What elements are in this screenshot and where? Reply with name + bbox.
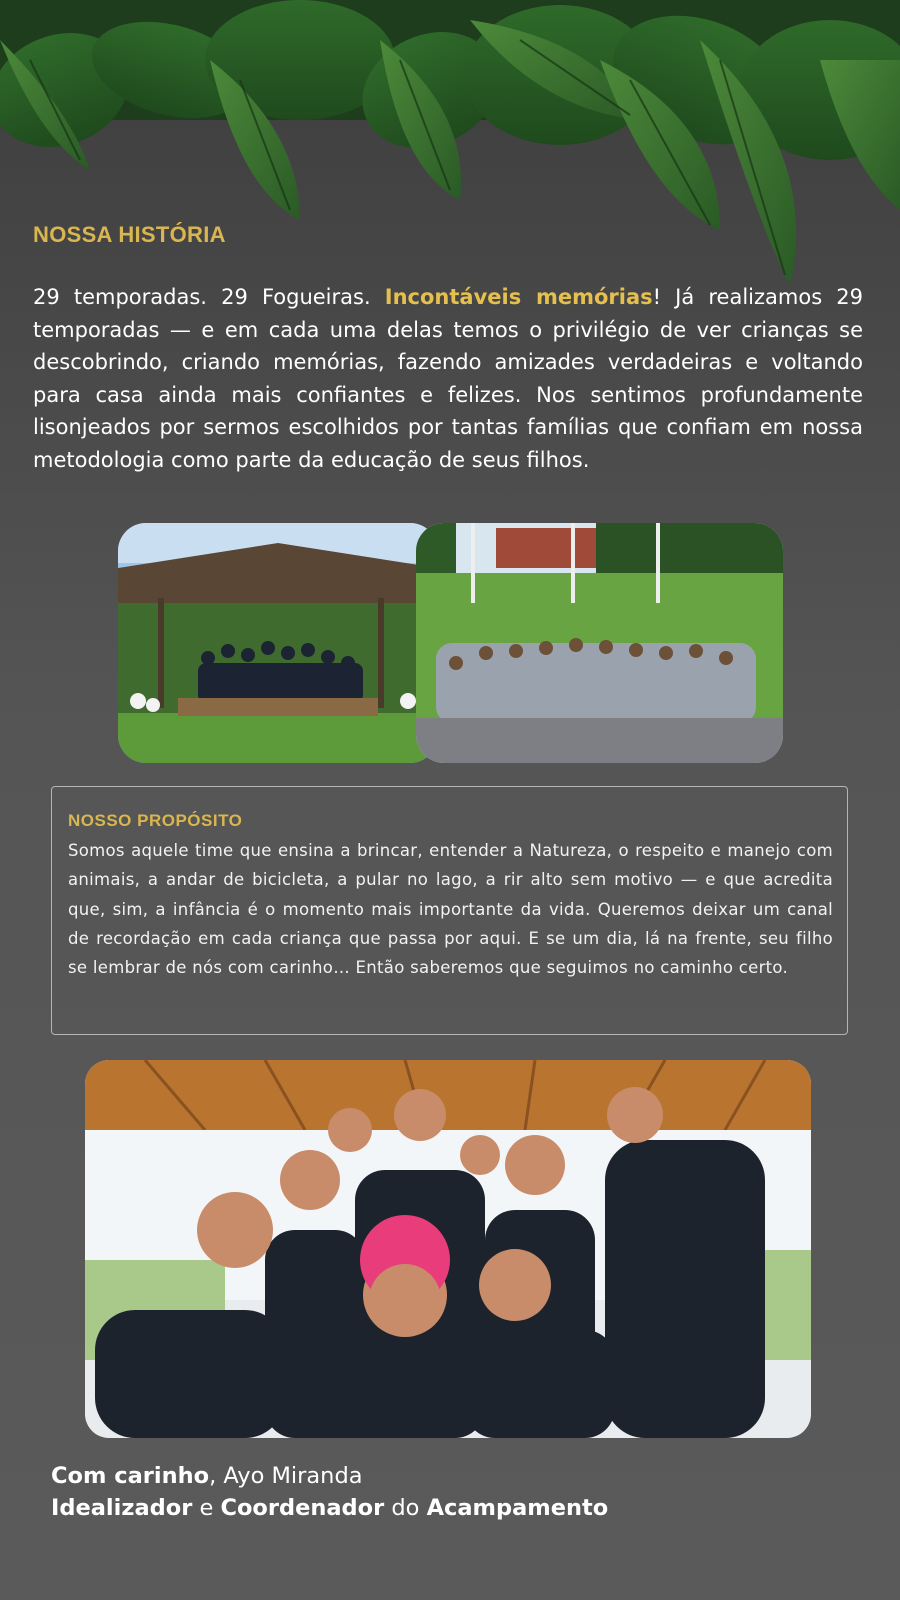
signature-line-2 <box>51 1492 608 1524</box>
signature-role-2: Coordenador <box>220 1495 385 1521</box>
group-photo-lawn <box>416 523 783 763</box>
purpose-text: Somos aquele time que ensina a brincar, entender a Natureza, o respeito e manejo com animais, a andar de bicicleta, a pular no lago, a rir alto sem motivo — e que acredita que, sim, a infância é o momento mais importante da vida. Queremos deixar um canal de recordação em cada criança que passa por aqui. E se um dia, lá na frente, seu filho se lembrar de nós com carinho… Então saberemos que seguimos no caminho certo. <box>68 841 833 978</box>
history-text-highlight: Incontáveis memórias <box>384 285 653 309</box>
history-text <box>33 281 863 476</box>
signature-event: Acampamento <box>426 1495 609 1521</box>
history-title: NOSSA HISTÓRIA <box>33 222 226 247</box>
group-photo-pavilion <box>118 523 438 763</box>
team-photo <box>85 1060 811 1438</box>
purpose-title: NOSSO PROPÓSITO <box>68 811 243 830</box>
history-text-end: ! Já realizamos 29 temporadas — e em cada uma delas temos o privilégio de ver crianças se descobrindo, criando memórias, fazendo amizades verdadeiras e voltando para casa ainda mais confiantes e felizes. Nos sentimos profundamente lisonjeados por sermos escolhidos por tantas famílias que confiam em nossa metodologia como parte da educação de seus filhos. <box>33 285 863 472</box>
signature-line-1 <box>51 1460 608 1492</box>
signature-author: , Ayo Miranda <box>209 1463 363 1489</box>
signature <box>51 1460 608 1524</box>
signature-connector-1: e <box>192 1495 221 1521</box>
history-text-start: 29 temporadas. 29 Fogueiras. <box>33 285 385 309</box>
signature-connector-2: do <box>384 1495 427 1521</box>
purpose-box <box>51 786 848 1035</box>
signature-role-1: Idealizador <box>51 1495 193 1521</box>
signature-greeting: Com carinho <box>51 1463 210 1489</box>
